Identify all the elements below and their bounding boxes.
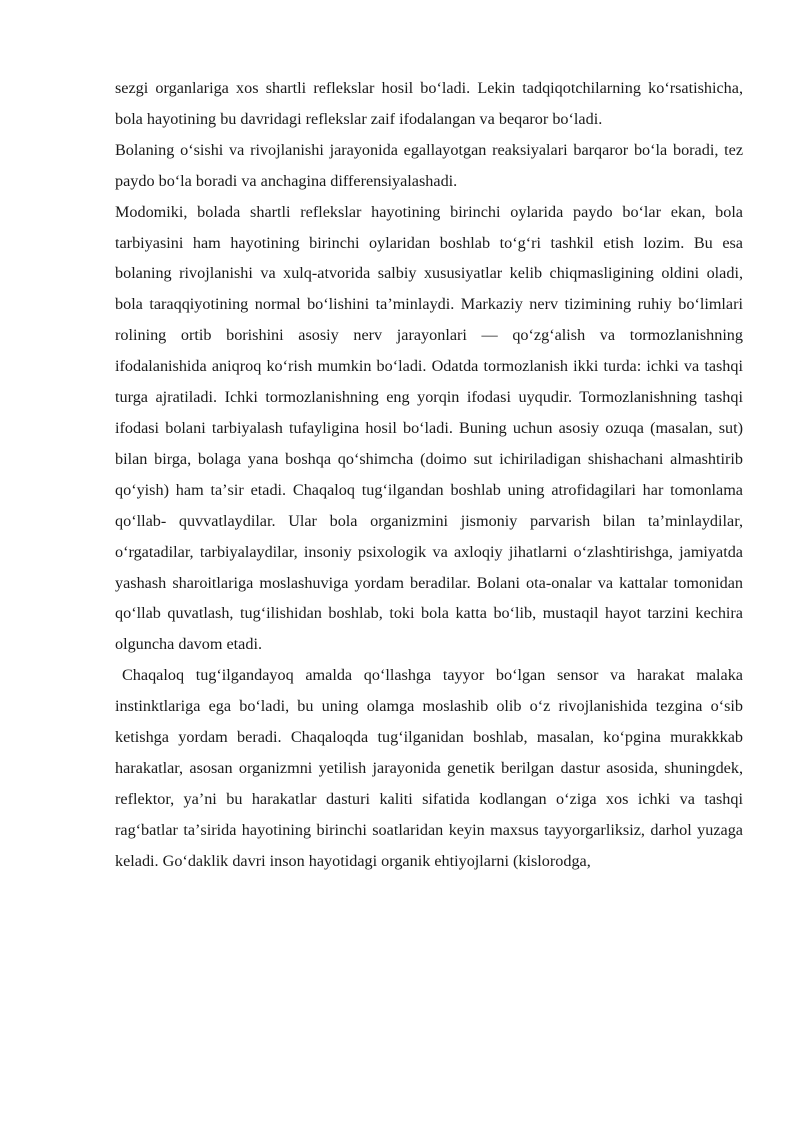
paragraph-3: Modomiki, bolada shartli reflekslar hayotining birinchi oylarida paydo boʻlar ekan, bola tarbiyasini ham hayotining birinchi oylaridan boshlab toʻgʻri tashkil etish lozim. Bu esa bolaning rivojlanishi va xulq-atvorida salbiy xususiyatlar kelib chiqmasligining oldini oladi, bola taraqqiyotining normal boʻlishini taʼminlaydi. Markaziy nerv tizimining ruhiy boʻlimlari rolining ortib borishini asosiy nerv jarayonlari — qoʻzgʻalish va tormozlanishning ifodalanishida aniqroq koʻrish mumkin boʻladi. Odatda tormozlanish ikki turda: ichki va tashqi turga ajratiladi. Ichki tormozlanishning eng yorqin ifodasi uyqudir. Tormozlanishning tashqi ifodasi bolani tarbiyalash tufayligina hosil boʻladi. Buning uchun asosiy ozuqa (masalan, sut) bilan birga, bolaga yana boshqa qoʻshimcha (doimo sut ichiriladigan shishachani almashtirib qoʻyish) ham taʼsir etadi. Chaqaloq tugʻilgandan boshlab uning atrofidagilari har tomonlama qoʻllab- quvvatlaydilar. Ular bola organizmini jismoniy parvarish bilan taʼminlaydilar, oʻrgatadilar, tarbiyalaydilar, insoniy psixologik va axloqiy jihatlarni oʻzlashtirishga, jamiyatda yashash sharoitlariga moslashuviga yordam beradilar. Bolani ota-onalar va kattalar tomonidan qoʻllab quvatlash, tugʻilishidan boshlab, toki bola katta boʻlib, mustaqil hayot tarzini kechira olguncha davom etadi.: [115, 202, 743, 654]
paragraph-2: Bolaning oʻsishi va rivojlanishi jarayonida egallayotgan reaksiyalari barqaror boʻla boradi, tez paydo boʻla boradi va anchagina differensiyalashadi.: [115, 140, 743, 190]
document-page: [115, 73, 743, 877]
paragraph-4: Chaqaloq tugʻilgandayoq amalda qoʻllashga tayyor boʻlgan sensor va harakat malaka instinktlariga ega boʻladi, bu uning olamga moslashib olib oʻz rivojlanishida tezgina oʻsib ketishga yordam beradi. Chaqaloqda tugʻilganidan boshlab, masalan, koʻpgina murakkkab harakatlar, asosan organizmni yetilish jarayonida genetik berilgan dastur asosida, shuningdek, reflektor, yaʼni bu harakatlar dasturi kaliti sifatida kodlangan oʻziga xos ichki va tashqi ragʻbatlar taʼsirida hayotining birinchi soatlaridan keyin maxsus tayyorgarliksiz, darhol yuzaga keladi. Goʻdaklik davri inson hayotidagi organik ehtiyojlarni (kislorodga,: [115, 666, 743, 870]
paragraph-1: sezgi organlariga xos shartli reflekslar hosil boʻladi. Lekin tadqiqotchilarning koʻrsatishicha, bola hayotining bu davridagi reflekslar zaif ifodalangan va beqaror boʻladi.: [115, 79, 743, 128]
